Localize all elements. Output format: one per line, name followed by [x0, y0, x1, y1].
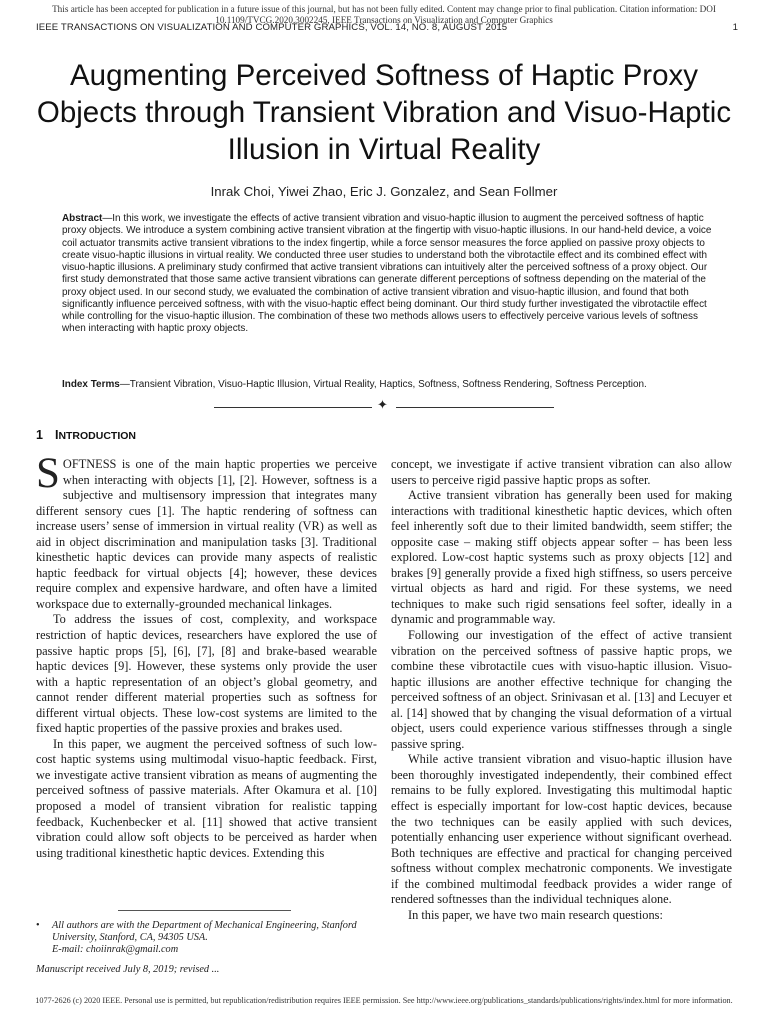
section-divider [214, 400, 554, 414]
intro-paragraph-3: In this paper, we augment the perceived softness of such low-cost haptic systems using multimodal visuo-haptic feedback. First, we investigate active transient vibration as means of augmenting the perceived softness of passive materials. After Okamura et al. [10] proposed a model of transient vibration for realistic tapping feedback, Kuchenbecker et al. [11] showed that active transient vibration could allow soft objects to be perceived as harder when using traditional kinesthetic haptic devices. Extending this [36, 736, 377, 860]
intro-paragraph-1 [36, 450, 377, 612]
right-paragraph-1: concept, we investigate if active transient vibration can also allow users to perceive rigid passive haptic props as softer. [391, 457, 732, 487]
manuscript-received: Manuscript received July 8, 2019; revised ... [36, 964, 220, 975]
divider-line-right [396, 407, 554, 408]
running-head [36, 22, 738, 33]
section-number: 1 [36, 428, 43, 442]
intro-paragraph-2: To address the issues of cost, complexity, and workspace restriction of haptic devices, researchers have explored the use of passive haptic props [5], [6], [7], [8] and brake-based wearable haptic devices [9]. However, these systems only provide the user with a haptic representation of an object’s global geometry, and cannot render different material properties such as softness for different virtual objects. These low-cost systems are limited to the fixed haptic properties of the passive proxies and brakes used. [36, 612, 377, 736]
footnote-body [36, 920, 377, 956]
footnote-rule [118, 910, 291, 911]
section-title-rest: NTRODUCTION [58, 430, 137, 442]
footnote-email: E-mail: choiinrak@gmail.com [52, 944, 179, 955]
author-footnote [36, 920, 377, 956]
author-list: Inrak Choi, Yiwei Zhao, Eric J. Gonzalez, and Sean Follmer [210, 184, 558, 199]
first-word-small-caps: OFTNESS [62, 457, 117, 471]
index-terms [62, 379, 722, 391]
copyright-notice: 1077-2626 (c) 2020 IEEE. Personal use is permitted, but republication/redistribution requires IEEE permission. See http://www.ieee.org/publications_standards/publications/rights/index.html for more information. [35, 996, 733, 1005]
left-column [36, 450, 377, 861]
footnote-bullet-icon: • [36, 920, 40, 931]
right-paragraph-3: Following our investigation of the effect of active transient vibration on the perceived softness of passive haptic props, we combine these vibrotactile cues with visuo-haptic illusion. Visuo-haptic illusions are another effective technique for changing the perceived softness of an object. Srinivasan et al. [13] and Lecuyer et al. [14] showed that by changing the visual deformation of a virtual object, users could experience various stiffnesses through a single passive spring. [391, 628, 732, 751]
paragraph-text: is one of the main haptic properties we perceive when interacting with objects [1], [2]. However, softness is a subjective and multisensory impression that integrates many different sensory cues [1]. The haptic rendering of softness can increase users’ sense of immersion in virtual reality (VR) as well as aid in object discrimination and manipulation tasks [3]. Traditional kinesthetic haptic devices can provide many aspects of realistic haptic feedback for virtual objects [4]; however, these devices require complex and expensive hardware, and often have a limited workspace due to externally-grounded mechanical linkages. [36, 457, 377, 611]
dropcap-letter: S [36, 450, 60, 497]
publication-notice: This article has been accepted for publication in a future issue of this journal, but has not been fully edited. Content may change prior to final publication. Citation information: DOI 10.1109/TVCG.2020.3002245, IEEE Transactions on Visualization and Computer Graphics [52, 4, 716, 25]
section-title-initial: I [54, 428, 59, 442]
divider-line-left [214, 407, 372, 408]
divider-diamond-icon: ✦ [377, 398, 388, 413]
right-paragraph-2: Active transient vibration has generally been used for making interactions with traditional kinesthetic haptic devices, which often feel inherently soft due to their limited bandwidth, seem stiffer; the opposite case – making stiff objects appear softer – has been less explored. Low-cost haptic systems such as proxy objects [12] and brakes [9] generally provide a fixed high stiffness, so users perceive virtual objects as hard and rigid. For these systems, we need techniques to make such rigid sensations feel softer, ideally in a dynamic and programmable way. [391, 488, 732, 627]
section-heading-introduction [36, 428, 136, 442]
right-paragraph-5: In this paper, we have two main research questions: [408, 907, 663, 922]
index-terms-label: Index Terms [62, 379, 120, 390]
journal-info: IEEE TRANSACTIONS ON VISUALIZATION AND COMPUTER GRAPHICS, VOL. 14, NO. 8, AUGUST 2015 [36, 22, 508, 33]
abstract-text: —In this work, we investigate the effects of active transient vibration and visuo-haptic illusion to augment the perceived softness of haptic proxy objects. We introduce a system combining active transient vibration at the fingertip with visuo-haptic illusions. In our hand-held device, a voice coil actuator transmits active transient vibrations to the index fingertip, while a force sensor measures the force applied on passive proxy objects to create visuo-haptic illusions in virtual reality. We conducted three user studies to understand both the vibrotactile effect and its combined effect with visuo-haptic illusions. A preliminary study confirmed that active transient vibrations can intuitively alter the perceived softness of a proxy object. Our first study demonstrated that those same active transient vibrations can generate different perceptions of softness depending on the material of the proxy object used. In our second study, we evaluated the combination of active transient vibration and visuo-haptic illusion, and found that both significantly influence perceived softness, with with the visuo-haptic effect being dominant. Our third study further investigated the vibrotactile effect while controlling for the visuo-haptic illusion. The combination of these two methods allows users to effectively perceive various levels of softness when interacting with haptic proxy objects. [62, 213, 712, 335]
right-paragraph-4: While active transient vibration and visuo-haptic illusion have been thoroughly investigated independently, their combined effect remains to be fully explored. Investigating this multimodal haptic effect is especially important for low-cost haptic devices, because the two techniques can be easily applied with such devices, potentially enhancing user experience without significant overhead. Both techniques are effective and practical for changing perceived softness without complex mechatronic components. We investigate if the combined multimodal feedback provides a wider range of rendered softnesses than the individual techniques alone. [391, 752, 732, 907]
abstract-label: Abstract [62, 213, 103, 224]
abstract [62, 213, 712, 336]
page-number: 1 [732, 22, 738, 33]
paper-title: Augmenting Perceived Softness of Haptic Proxy Objects through Transient Vibration and Visuo-Haptic Illusion in Virtual Reality [36, 59, 732, 166]
index-terms-text: —Transient Vibration, Visuo-Haptic Illusion, Virtual Reality, Haptics, Softness, Softness Rendering, Softness Perception. [119, 379, 647, 390]
right-column [391, 457, 732, 923]
footnote-affiliation: All authors are with the Department of Mechanical Engineering, Stanford University, Stanford, CA, 94305 USA. [52, 920, 357, 943]
